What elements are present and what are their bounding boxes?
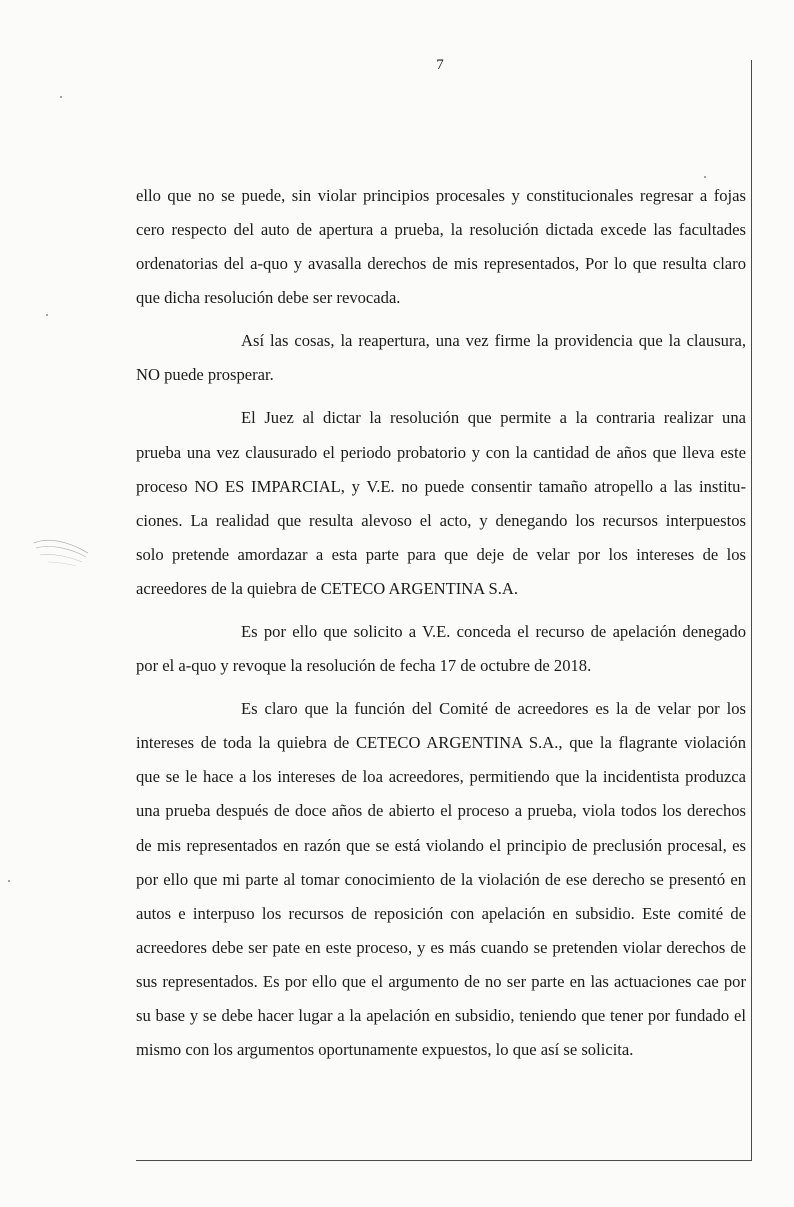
paragraph-3-line-1: El Juez al dictar la resolución que permite a la contraria realizar una	[241, 408, 746, 427]
scan-speck	[704, 176, 706, 178]
page-number: 7	[436, 57, 444, 73]
bottom-margin-rule	[136, 1160, 752, 1161]
paragraph-1-line-2: cero respecto del auto de apertura a prueba, la resolución dictada excede las facultades	[136, 220, 746, 239]
paragraph-3-line-5: solo pretende amordazar a esta parte para que deje de velar por los intereses de los	[136, 545, 746, 564]
paragraph-5-line-8: acreedores debe ser pate en este proceso, y es más cuando se pretenden violar derechos de	[136, 938, 746, 957]
scan-speck	[8, 880, 10, 882]
paragraph-3-line-4: ciones. La realidad que resulta alevoso el acto, y denegando los recursos interpuestos	[136, 511, 746, 530]
paragraph-5-line-1: Es claro que la función del Comité de acreedores es la de velar por los	[241, 699, 746, 718]
paragraph-1-line-1: ello que no se puede, sin violar principios procesales y constitucionales regresar a fojas	[136, 186, 746, 205]
paragraph-4-line-1: Es por ello que solicito a V.E. conceda el recurso de apelación denegado	[241, 622, 746, 641]
scan-smudge-mark	[30, 535, 92, 569]
paragraph-5-line-9: sus representados. Es por ello que el argumento de no ser parte en las actuaciones cae por	[136, 972, 746, 991]
scan-speck	[60, 96, 62, 98]
right-margin-rule	[751, 60, 752, 1160]
paragraph-4-line-2: por el a-quo y revoque la resolución de fecha 17 de octubre de 2018.	[136, 656, 592, 675]
paragraph-5-line-10: su base y se debe hacer lugar a la apelación en subsidio, teniendo que tener por fundado el	[136, 1006, 746, 1025]
scan-speck	[46, 314, 48, 316]
paragraph-5-line-5: de mis representados en razón que se está violando el principio de preclusión procesal, es	[136, 836, 746, 855]
paragraph-5-line-6: por ello que mi parte al tomar conocimiento de la violación de ese derecho se presentó en	[136, 870, 746, 889]
paragraph-1-line-3: ordenatorias del a-quo y avasalla derechos de mis representados, Por lo que resulta claro	[136, 254, 746, 273]
paragraph-2-line-2: NO puede prosperar.	[136, 365, 274, 384]
paragraph-5-line-3: que se le hace a los intereses de loa acreedores, permitiendo que la incidentista produzca	[136, 767, 746, 786]
paragraph-2-line-1: Así las cosas, la reapertura, una vez firme la providencia que la clausura,	[241, 331, 746, 350]
paragraph-5-line-2: intereses de toda la quiebra de CETECO ARGENTINA S.A., que la flagrante violación	[136, 733, 746, 752]
paragraph-5-line-4: una prueba después de doce años de abierto el proceso a prueba, viola todos los derechos	[136, 801, 746, 820]
paragraph-5-line-11: mismo con los argumentos oportunamente expuestos, lo que así se solicita.	[136, 1040, 634, 1059]
paragraph-1-line-4: que dicha resolución debe ser revocada.	[136, 288, 401, 307]
paragraph-5-line-7: autos e interpuso los recursos de reposición con apelación en subsidio. Este comité de	[136, 904, 746, 923]
paragraph-3-line-3: proceso NO ES IMPARCIAL, y V.E. no puede consentir tamaño atropello a las institu-	[136, 477, 746, 496]
paragraph-3-line-2: prueba una vez clausurado el periodo probatorio y con la cantidad de años que lleva este	[136, 443, 746, 462]
paragraph-3-line-6: acreedores de la quiebra de CETECO ARGENTINA S.A.	[136, 579, 519, 598]
